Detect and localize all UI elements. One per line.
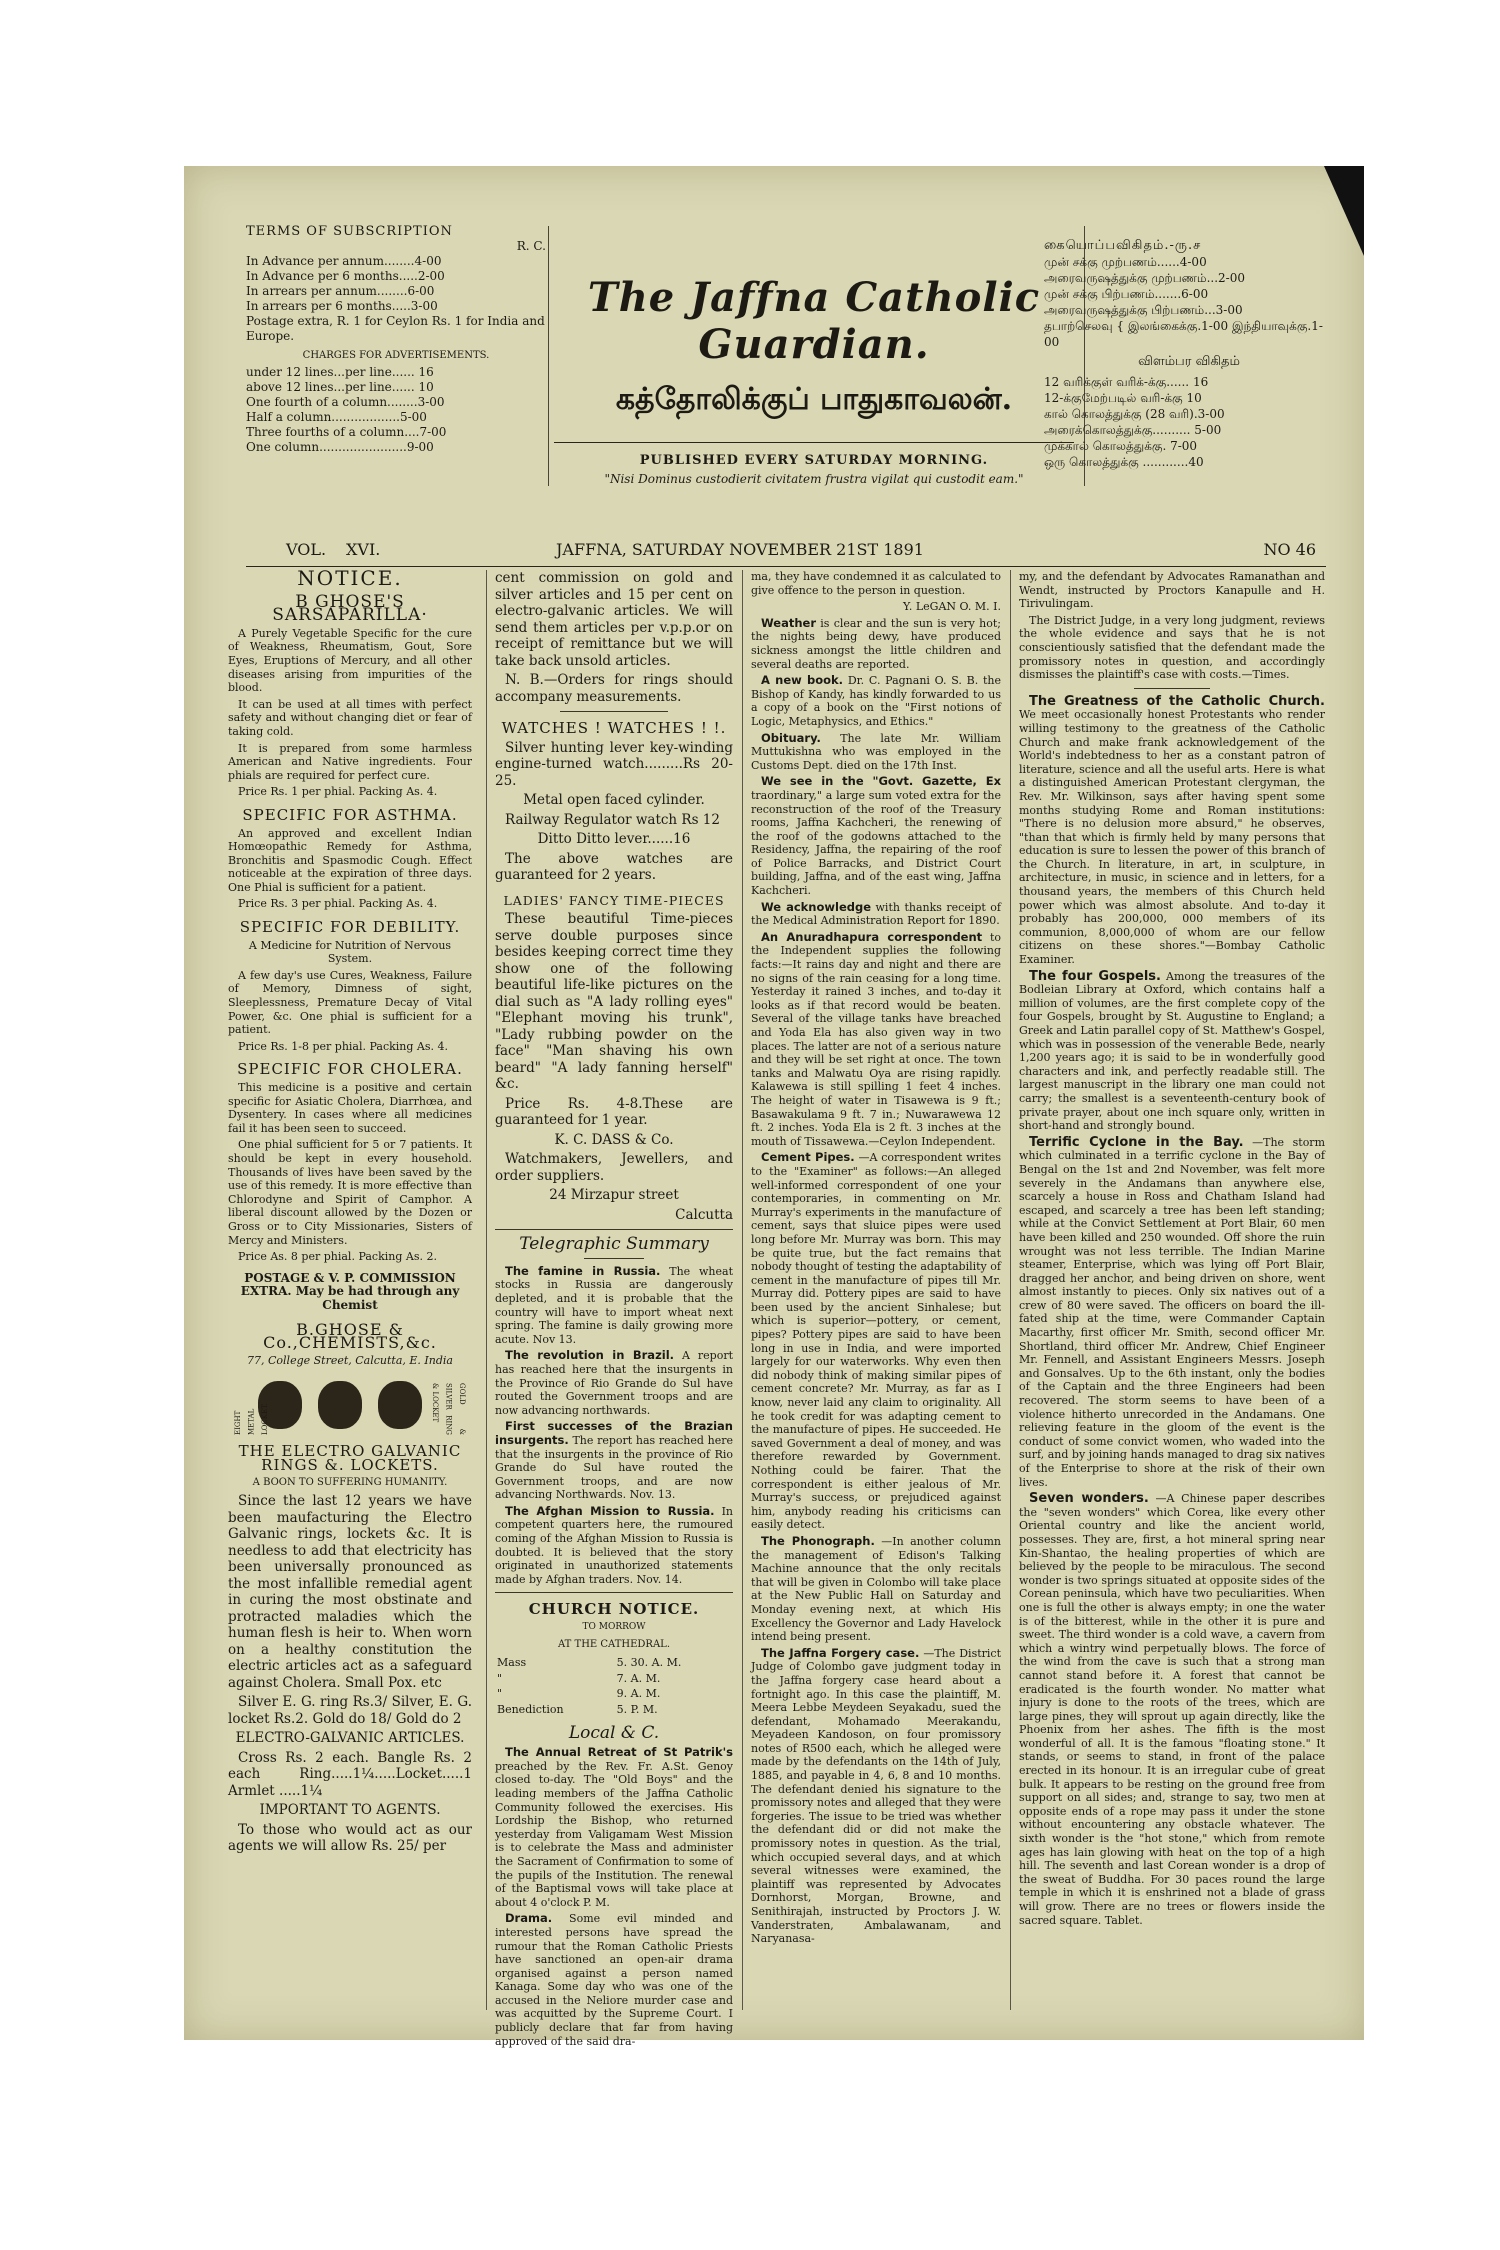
item-lead: We see in the "Govt. Gazette, Ex — [761, 774, 1001, 789]
ad-charge-line: One fourth of a column........3-00 — [246, 395, 445, 409]
tamil-ad-heading: விளம்பர விகிதம் — [1138, 354, 1240, 369]
watch-line: Silver hunting lever key-winding engine-turned watch.........Rs 20-25. — [495, 739, 733, 789]
item-text: The report has reached here that the insurgents in the province of Rio Grande do Sul have routed the Government troops, and are now advancing Northwards. Nov. 13. — [495, 1433, 733, 1502]
table-cell: Benediction — [497, 1703, 564, 1716]
item-text: Among the treasures of the Bodleian Library at Oxford, which contains half a million of volumes, are the first complete copy of the four Gospels, brought by St. Augustine to England; a Greek and Latin parallel copy of St. Matthew's Gospel, which was in possession of the venerable Bede, nearly 1,200 years ago; it is said to be in wonderfully good characters and ink, and perfectly readable still. The largest manuscript in the library one man could not carry; the smallest is a seventeenth-century book of private prayer, about one inch square only, written in short-hand and strongly bound. — [1019, 969, 1325, 1133]
item-lead: The Afghan Mission to Russia. — [505, 1503, 715, 1518]
electro-heading: THE ELECTRO GALVANIC RINGS &. LOCKETS. — [238, 1442, 462, 1474]
terms-line: In Advance per annum........4-00 — [246, 254, 442, 268]
item-lead: Cement Pipes. — [761, 1150, 855, 1165]
item-text: with thanks receipt of the Medical Administration Report for 1890. — [751, 900, 1001, 928]
paragraph: ma, they have condemned it as calculated to give offence to the person in question. — [751, 570, 1001, 597]
locket-image — [318, 1381, 362, 1429]
tamil-ad-line: 12 வரிக்குள் வரிக்-க்கு...... 16 — [1044, 375, 1209, 389]
newspaper-page — [184, 166, 1364, 2048]
price-line: Price Rs. 4-8.These are guaranteed for 1 year. — [495, 1095, 733, 1129]
table-row — [497, 1703, 731, 1717]
item-text: The late Mr. William Muttukishna who was employed in the Customs Dept. died on the 17th Inst. — [751, 731, 1001, 772]
subheading: TO MORROW — [582, 1622, 646, 1633]
divider — [1134, 688, 1211, 689]
telegraphic-heading: Telegraphic Summary — [519, 1234, 709, 1255]
tamil-ad-line: 12-க்குமேற்படில் வரி-க்கு 10 — [1044, 391, 1202, 405]
item-lead: Drama. — [505, 1911, 553, 1926]
chemists-address: 77, College Street, Calcutta, E. India — [247, 1353, 453, 1367]
item-lead: The four Gospels. — [1029, 968, 1161, 984]
item-lead: A new book. — [761, 673, 844, 688]
terms-line: Postage extra, R. 1 for Ceylon Rs. 1 for India and Europe. — [246, 314, 545, 343]
item-lead: The Greatness of the Catholic Church. — [1029, 693, 1325, 709]
ad-charges-heading: CHARGES FOR ADVERTISEMENTS. — [302, 350, 490, 361]
paragraph: It can be used at all times with perfect safety and without changing diet or fear of taking cold. — [228, 697, 472, 738]
price-line: Price Rs. 1 per phial. Packing As. 4. — [238, 785, 438, 799]
item-lead: The famine in Russia. — [505, 1263, 661, 1278]
cholera-heading: SPECIFIC FOR CHOLERA. — [237, 1060, 463, 1079]
item-lead: We acknowledge — [761, 899, 872, 914]
item-text: is clear and the sun is very hot; the nights being dewy, have produced sickness amongst the little children and several deaths are reported. — [751, 616, 1001, 671]
paper-title: The Jaffna Catholic Guardian. — [587, 274, 1041, 368]
postage-notice: POSTAGE & V. P. COMMISSION EXTRA. May be had through any Chemist — [240, 1270, 460, 1312]
table-cell: Mass — [497, 1656, 527, 1670]
ad-charge-line: One column.......................9-00 — [246, 440, 434, 454]
watch-line: Ditto Ditto lever......16 — [537, 831, 691, 848]
issue-date: JAFFNA, SATURDAY NOVEMBER 21ST 1891 — [556, 540, 924, 559]
tamil-ad-line: ஒரு கொலத்துக்கு ............40 — [1044, 455, 1204, 469]
table-cell: 7. A. M. — [616, 1671, 661, 1685]
signature: Y. LeGAN O. M. I. — [903, 600, 1001, 614]
divider — [560, 711, 667, 712]
paragraph: N. B.—Orders for rings should accompany measurements. — [495, 672, 733, 705]
table-cell: " — [497, 1687, 503, 1701]
divider — [495, 1229, 733, 1230]
paragraph: One phial sufficient for 5 or 7 patients. It should be kept in every household. Thousands of lives have been saved by the use of this remedy. It is more effective than Chlorodyne and Spirit of Camphor. A liberal discount allowed by the Dozen or Gross or to City Missionaries, Sisters of Mercy and Ministers. — [228, 1138, 472, 1247]
item-text: Some evil minded and interested persons have spread the rumour that the Roman Catholic Priests have sanctioned an open-air drama organised against a person named Kanaga. Some day who was one of the accused in the Neliore murder case and was acquitted by the Supreme Court. I publicly declare that far from having approved of the said dra- — [495, 1912, 733, 2048]
item-text: to the Independent supplies the following facts:—It rains day and night and there are no signs of the rain ceasing for a long time. Yesterday it rained 3 inches, and to-day it looks as if that record would be beaten. Several of the village tanks have breached and Yoda Ela has also given way in two places. The latter are not of a serious nature and they will be set right at once. The town tanks and Malwatu Oya are rising rapidly. Kalawewa is still spilling 1 feet 4 inches. The height of water in Tisawewa is 9 ft.; Basawakulama 9 ft. 7 in.; Nuwarawewa 12 ft. 2 inches. Yoda Ela is 2 ft. 3 inches at the mouth of Tissawewa.—Ceylon Independent. — [751, 930, 1001, 1148]
locket-image — [378, 1381, 422, 1429]
ad-charge-line: Three fourths of a column....7-00 — [246, 425, 447, 439]
table-row — [497, 1687, 731, 1701]
table-row — [497, 1656, 731, 1670]
item-text: preached by the Rev. Fr. A.St. Genoy closed to-day. The "Old Boys" and the leading members of the Jaffna Catholic Community followed the exercises. His Lordship the Bishop, who returned yesterday from Valigamam West Mission is to celebrate the Mass and administer the Sacrament of Confirmation to some of the pupils of the Institution. The renewal of the Baptismal vows will take place at about 4 o'clock P. M. — [495, 1759, 733, 1909]
item-lead: Obituary. — [761, 730, 821, 745]
table-row — [497, 1672, 731, 1686]
masthead — [184, 166, 1364, 526]
item-text: —A correspondent writes to the "Examiner" as follows:—An alleged well-informed correspondent of one your contemporaries, in commenting on Mr. Murray's experiments in the manufacture of cement, says that sluice pipes were used long before Mr. Murray was born. This may be quite true, but the fact remains that nobody thought of testing the adaptability of cement in the manufacture of pipes till Mr. Murray did. Pottery pipes are said to have been used by the ancient Sinhalese; but which is superior—pottery, or cement, pipes? Pottery pipes are said to have been long in use in India, and were imported largely for our waterworks. Why even then did nobody think of making similar pipes of cement concrete? Mr. Murray, as far as I know, never laid any claim to originality. All he took credit for was adapting cement to the manufacture of pipes. He succeeded. He saved Government a deal of money, and was therefore rewarded by Government. Nothing could be fairer. That the correspondent is either jealous of Mr. Murray's success, or prejudiced against him, anybody reading his criticisms can easily detect. — [751, 1151, 1002, 1532]
table-cell: 5. 30. A. M. — [616, 1656, 682, 1670]
paragraph: A few day's use Cures, Weakness, Failure of Memory, Dimness of sight, Sleeplessness, Premature Decay of Vital Power, &c. One phial is sufficient for a patient. — [228, 968, 472, 1037]
motto: "Nisi Dominus custodierit civitatem frustra vigilat qui custodit eam." — [604, 472, 1024, 486]
tamil-ad-line: கால் கொலத்துக்கு (28 வரி).3-00 — [1044, 407, 1225, 421]
paragraph: my, and the defendant by Advocates Ramanathan and Wendt, instructed by Proctors Kanapulle and H. Tirivulingam. — [1019, 570, 1325, 611]
price-line: Cross Rs. 2 each. Bangle Rs. 2 each Ring.....1¼.....Locket.....1 Armlet .....1¼ — [228, 1749, 472, 1799]
firm-city: Calcutta — [675, 1206, 733, 1223]
ornament-label: EIGHT METAL LOCKET. — [234, 1403, 270, 1436]
divider — [584, 1258, 644, 1259]
item-text: The wheat stocks in Russia are dangerously depleted, and it is probable that the country will have to import wheat next spring. The famine is daily growing more acute. Nov 13. — [495, 1264, 734, 1346]
item-lead: The Jaffna Forgery case. — [761, 1645, 920, 1660]
paragraph: An approved and excellent Indian Homœopathic Remedy for Asthma, Bronchitis and Spasmodic Cough. Effect noticeable at the expiration of three days. One Phial is sufficient for a patient. — [228, 826, 472, 894]
paragraph: This medicine is a positive and certain specific for Asiatic Cholera, Diarrhœa, and Dysentery. In cases where all medicines fail it has been seen to succeed. — [228, 1081, 472, 1135]
debility-heading: SPECIFIC FOR DEBILITY. — [239, 918, 461, 937]
terms-currency: R. C. — [516, 239, 546, 253]
subheading: AT THE CATHEDRAL. — [558, 1638, 670, 1650]
volume-label: VOL. — [286, 540, 327, 559]
church-notice-heading: CHURCH NOTICE. — [528, 1600, 700, 1619]
watch-line: Railway Regulator watch Rs 12 — [505, 811, 720, 828]
tamil-subscription-terms — [1044, 238, 1334, 470]
subscription-terms — [246, 224, 546, 455]
subheading: IMPORTANT TO AGENTS. — [259, 1802, 441, 1819]
price-line: Price As. 8 per phial. Packing As. 2. — [238, 1250, 437, 1264]
paragraph: To those who would act as our agents we will allow Rs. 25/ per — [228, 1821, 472, 1855]
title-block — [554, 274, 1074, 421]
item-lead: Seven wonders. — [1029, 1491, 1149, 1507]
timepieces-heading: LADIES' FANCY TIME-PIECES — [503, 892, 725, 908]
item-lead: Weather — [761, 615, 816, 630]
tamil-terms-line: அரைவருஷத்துக்கு பிற்பணம்...3-00 — [1044, 303, 1243, 317]
firm-name: K. C. DASS & Co. — [554, 1131, 674, 1148]
item-lead: First successes of the Brazian insurgents. — [495, 1419, 733, 1447]
paragraph: cent commission on gold and silver articles and 15 per cent on electro-galvanic articles. We will send them articles per v.p.p.or on receipt of remittance but we will take back unsold articles. — [495, 570, 733, 669]
item-text: —The District Judge of Colombo gave judgment today in the Jaffna forgery case heard about a fortnight ago. In this case the plaintiff, M. Meera Lebbe Meydeen Seyakadu, sued the defendant, Mohamado Meerakandu, Meyadeen Kandoson, on four promissory notes of R500 each, which he alleged were made by the defendants on the 14th of July, 1885, and payable in 4, 6, 8 and 10 months. The defendant denied his signature to the promissory notes and alleged that they were forgeries. The issue to be tried was whether the defendant did or did not make the promissory notes in question. As the trial, which occupied several days, and at which several witnesses were examined, the plaintiff was represented by Advocates Dornhorst, Morgan, Browne, and Senithirajah, instructed by Proctors J. W. Vanderstraten, Ambalawanam, and Naryanasa- — [751, 1646, 1001, 1946]
paragraph: These beautiful Time-pieces serve double purposes since besides keeping correct time they show one of the following beautiful life-like pictures on the dial such as "A lady rolling eyes" "Elephant moving his trunk", "Lady rubbing powder on the face" "Man shaving his own beard" "A lady fanning herself" &c. — [495, 911, 733, 1093]
item-text: We meet occasionally honest Protestants who render willing testimony to the greatness of the Catholic Church and make frank acknowledgement of the World's indebtedness to her as a constant patron of literature, science and all the useful arts. Here is what a distinguished American Protestant clergyman, the Rev. Mr. Wilkinson, says after having spent some months studying Rome and Roman institutions: "There is no delusion more absurd," he observes, "than that which is firmly held by many persons that education is sure to lessen the power of this branch of the Church. In literature, in art, in sculpture, in architecture, in music, in science and in letters, for a thousand years, the members of this Church held power which was almost absolute. And to-day it probably has 200,000, 000 members of its communion, 8,000,000 of whom are our fellow citizens on these shores."—Bombay Catholic Examiner. — [1019, 708, 1325, 967]
divider — [495, 1592, 733, 1593]
publication-line: PUBLISHED EVERY SATURDAY MORNING. — [554, 442, 1074, 468]
article-columns — [224, 566, 1334, 2048]
chemists-name: B.GHOSE & Co.,CHEMISTS,&c. — [263, 1319, 437, 1353]
item-text: Dr. C. Pagnani O. S. B. the Bishop of Kandy, has kindly forwarded to us a copy of a book on the "First notions of Logic, Metaphysics, and Ethics." — [751, 674, 1001, 728]
watches-heading: WATCHES ! WATCHES ! !. — [501, 719, 727, 737]
ornament-label: GOLD & SILVER RING & LOCKET — [430, 1383, 466, 1436]
paper-title-tamil: கத்தோலிக்குப் பாதுகாவலன். — [615, 382, 1013, 417]
item-lead: An Anuradhapura correspondent — [761, 929, 983, 944]
terms-line: In arrears per annum........6-00 — [246, 284, 435, 298]
tamil-terms-line: முன் சக்கு பிற்பணம்.......6-00 — [1044, 287, 1209, 301]
price-line: Price Rs. 1-8 per phial. Packing As. 4. — [238, 1039, 449, 1053]
item-text: In competent quarters here, the rumoured coming of the Afghan Mission to Russia is doubted. It is believed that the story originated in unauthorized statements made by Afghan traders. Nov. 14. — [495, 1504, 734, 1586]
subheading: A Medicine for Nutrition of Nervous System. — [248, 938, 452, 966]
terms-line: In Advance per 6 months.....2-00 — [246, 269, 445, 283]
column-2 — [486, 570, 741, 2048]
mass-schedule — [495, 1654, 733, 1718]
firm-address: 24 Mirzapur street — [549, 1187, 679, 1204]
tamil-terms-line: முன் சக்கு முற்பணம்......4-00 — [1044, 255, 1207, 269]
issue-number: NO 46 — [1263, 540, 1316, 559]
item-lead: The Annual Retreat of St Patrik's — [505, 1745, 733, 1760]
subheading: A BOON TO SUFFERING HUMANITY. — [252, 1477, 448, 1489]
ad-charge-line: under 12 lines...per line...... 16 — [246, 365, 434, 379]
paragraph: The District Judge, in a very long judgment, reviews the whole evidence and says that he is not conscientiously satisfied that the defendant made the promissory notes in question, and accordingly dismisses the plaintiff's case with costs.—Times. — [1019, 613, 1325, 682]
dateline — [246, 532, 1326, 567]
volume-number: XVI. — [346, 540, 381, 559]
item-text: A report has reached here that the insurgents in the Province of Rio Grande do Sul have routed the Government troops and are now advancing northwards. — [495, 1349, 733, 1417]
terms-heading: TERMS OF SUBSCRIPTION — [246, 224, 453, 239]
item-text: —A Chinese paper describes the "seven wonders" which Corea, like every other Oriental country and like the ancient world, possesses. They are, first, a hot mineral spring near Kin-Shantao, the healing properties of which are believed by the people to be miraculous. The second wonder is two springs situated at opposite sides of the Corean peninsula, which have two peculiarities. When one is full the other is always empty; in one the water is of the bitterest, while in the other it is pure and sweet. The third wonder is a cold wave, a cavern from which a wintry wind perpetually blows. The force of the wind from the cave is such that a strong man cannot stand before it. A forest that cannot be eradicated is the fourth wonder. No matter what injury is done to the roots of the trees, which are large pines, they will sprout up again directly, like the Phoenix from her ashes. The fifth is the most wonderful of all. It is the famous "floating stone." It stands, or seems to stand, in front of the palace erected in its honour. It is an irregular cube of great bulk. It appears to be resting on the ground free from support on all sides; and, strange to say, two men at opposite ends of a rope may pass it under the stone without encountering any obstacle whatever. The sixth wonder is the "hot stone," which from remote ages has lain glowing with heat on the top of a high hill. The seventh and last Corean wonder is a drop of the sweat of Buddha. For 30 paces round the large temple in which it is enshrined not a blade of grass will grow. There are no trees or flowers inside the sacred square. Tablet. — [1019, 1492, 1325, 1927]
column-3 — [742, 570, 1009, 2010]
item-lead: The revolution in Brazil. — [505, 1348, 675, 1363]
price-line: Price Rs. 3 per phial. Packing As. 4. — [238, 897, 438, 911]
notice-heading: NOTICE. — [297, 566, 403, 590]
local-heading: Local & C. — [568, 1722, 660, 1743]
table-cell: 9. A. M. — [616, 1687, 661, 1701]
item-text: traordinary," a large sum voted extra for the reconstruction of the roof of the Treasury rooms, Jaffna Kachcheri, the renewing of the roof of the godowns attached to the Residency, Jaffna, the repairing of the roof of Police Barracks, and District Court building, Jaffna, and of the east wing, Jaffna Kachcheri. — [751, 788, 1001, 898]
ad-charge-line: Half a column..................5-00 — [246, 410, 427, 424]
tamil-terms-heading: கையொப்பவிகிதம்.-ரு.ச — [1044, 238, 1202, 253]
watch-line: The above watches are guaranteed for 2 years. — [495, 850, 733, 884]
tamil-terms-line: அரைவருஷத்துக்கு முற்பணம்...2-00 — [1044, 271, 1245, 285]
asthma-heading: SPECIFIC FOR ASTHMA. — [242, 805, 458, 824]
tamil-terms-line: தபாற்செலவு { இலங்கைக்கு.1-00 இந்தியாவுக்கு.1-00 — [1044, 319, 1323, 349]
item-text: —The storm which culminated in a terrific cyclone in the Bay of Bengal on the 1st and 2nd November, was felt more severely in the Andamans than anywhere else, scarcely a house in Ross and Chatham Island had escaped, and scarcely a tree has been left standing; while at the Convict Settlement at Port Blair, 60 men have been killed and 250 wounded. Off shore the ruin wrought was not less terrible. The Indian Marine steamer, Enterprise, which was lying off Port Blair, dragged her anchor, and being driven on shore, went almost instantly to pieces. Only six natives out of a crew of 80 were saved. The officers on board the ill-fated ship at the time, were Commander Captain Macarthy, first officer Mr. Smith, second officer Mr. Shortland, third officer Mr. Andrew, Chief Engineer Mr. Fennell, and Assistant Engineers Messrs. Joseph and Gonsalves. Up to the 6th instant, only the bodies of the Captain and the three Engineers had been recovered. The storm seems to have been of a violence hitherto unrecorded in the Andamans. One relieving feature in the gloom of the event is the conduct of some convict women, who waded into the surf, and by joining hands managed to drag six natives of the Enterprise to shore at the risk of their own lives. — [1019, 1135, 1325, 1489]
paragraph: A Purely Vegetable Specific for the cure of Weakness, Rheumatism, Gout, Sore Eyes, Eruptions of Mercury, and all other diseases arising from impurities of the blood. — [228, 626, 472, 695]
firm-trade: Watchmakers, Jewellers, and order suppliers. — [495, 1151, 733, 1184]
subheading: ELECTRO-GALVANIC ARTICLES. — [235, 1730, 465, 1747]
item-lead: Terrific Cyclone in the Bay. — [1029, 1134, 1244, 1150]
table-cell: " — [497, 1671, 503, 1685]
price-line: Silver E. G. ring Rs.3/ Silver, E. G. locket Rs.2. Gold do 18/ Gold do 2 — [228, 1694, 472, 1727]
item-lead: The Phonograph. — [761, 1533, 875, 1548]
sarsaparilla-heading: B GHOSE'S SARSAPARILLA· — [272, 591, 428, 626]
column-4 — [1010, 570, 1333, 2010]
paragraph: It is prepared from some harmless American and Native ingredients. Four phials are required for perfect cure. — [228, 741, 472, 782]
tamil-ad-line: அரைக்கொலத்துக்கு.......... 5-00 — [1044, 423, 1222, 437]
jewellery-ornament — [228, 1375, 472, 1435]
tamil-ad-line: முக்கால் கொலத்துக்கு. 7-00 — [1044, 439, 1198, 453]
column-1 — [224, 566, 482, 2010]
paragraph: Since the last 12 years we have been maufacturing the Electro Galvanic rings, lockets &c. It is needless to add that electricity has been universally pronounced as the most infallible remedial agent in curing the most obstinate and protracted maladies which the human flesh is heir to. When worn on a healthy constitution the electric articles act as a safeguard against Cholera. Small Pox. etc — [228, 1493, 472, 1691]
table-cell: 5. P. M. — [616, 1703, 658, 1716]
terms-line: In arrears per 6 months.....3-00 — [246, 299, 438, 313]
item-text: —In another column the management of Edison's Talking Machine announce that the only recitals that will be given in Colombo will take place at the New Public Hall on Saturday and Monday evening next, at which His Excellency the Governor and Lady Havelock intend being present. — [751, 1534, 1001, 1644]
watch-line: Metal open faced cylinder. — [523, 792, 705, 809]
masthead-divider-left — [548, 226, 549, 486]
ad-charge-line: above 12 lines...per line...... 10 — [246, 380, 434, 394]
